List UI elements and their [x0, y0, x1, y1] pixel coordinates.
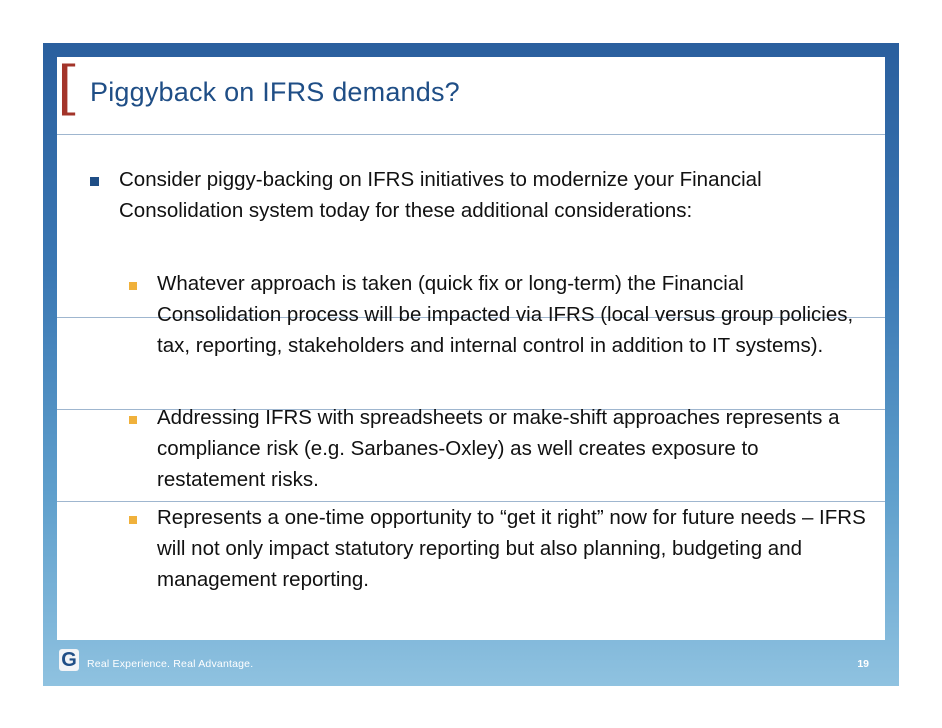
- sub-bullet-text: Represents a one-time opportunity to “get it right” now for future needs – IFRS will not only impact statutory reporting but also planning, budgeting and management reporting.: [157, 506, 866, 591]
- bullet-level1-icon: [90, 177, 99, 186]
- bullet-level2-icon: [129, 282, 137, 290]
- footer-tagline: Real Experience. Real Advantage.: [87, 658, 254, 670]
- slide-title: Piggyback on IFRS demands?: [90, 77, 460, 107]
- sub-bullet-text: Addressing IFRS with spreadsheets or make-shift approaches represents a compliance risk (e.g. Sarbanes-Oxley) as well creates exposure to restatement risks.: [157, 406, 840, 491]
- slide-body: [57, 54, 885, 640]
- page-number: 19: [857, 658, 869, 670]
- company-logo-icon: G: [59, 649, 79, 671]
- title-bracket-icon: [: [57, 54, 80, 122]
- bullet-level2-icon: [129, 416, 137, 424]
- sub-bullet-text: Whatever approach is taken (quick fix or long-term) the Financial Consolidation process will be impacted via IFRS (local versus group policies, tax, reporting, stakeholders and internal control in addition to IT systems).: [157, 272, 854, 357]
- footer: [57, 645, 885, 683]
- divider-line: [57, 134, 885, 135]
- bullet-text: Consider piggy-backing on IFRS initiatives to modernize your Financial Consolidation system today for these additional considerations:: [119, 168, 762, 222]
- bullet-level2-icon: [129, 516, 137, 524]
